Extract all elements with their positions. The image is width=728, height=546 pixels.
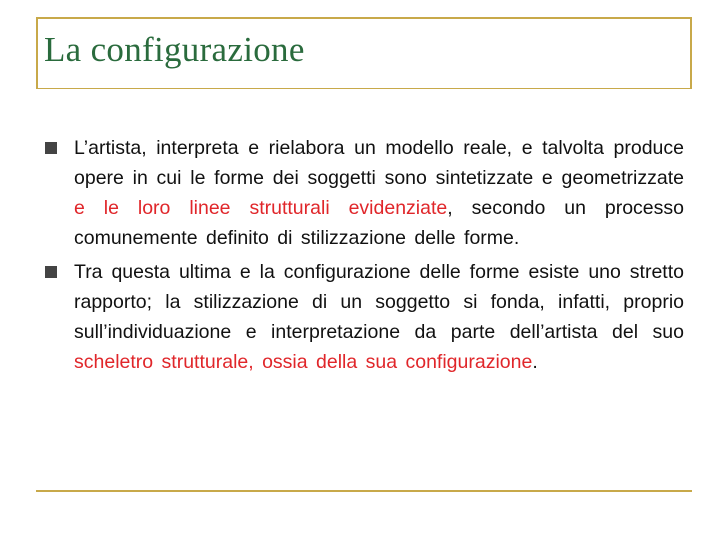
left-rule: [36, 17, 38, 89]
bullet-item-2: [44, 257, 684, 377]
bullet-1-highlight: e le loro linee strutturali evidenziate: [74, 197, 448, 219]
bullet-item-1: [44, 133, 684, 253]
bullet-list: [44, 133, 684, 381]
bullet-1-text: L’artista, interpreta e rielabora un modello reale, e talvolta produce opere in cui le forme dei soggetti sono sintetizzate e geometrizzate: [74, 137, 684, 189]
square-bullet-icon: [45, 266, 57, 278]
right-rule: [690, 17, 692, 89]
title-divider: [36, 88, 692, 89]
bullet-2-highlight: scheletro strutturale, ossia della sua configurazione: [74, 351, 533, 373]
bottom-rule: [36, 490, 692, 492]
slide-title: La configurazione: [44, 30, 305, 69]
top-rule: [36, 17, 692, 19]
bullet-2-text: Tra questa ultima e la configurazione delle forme esiste uno stretto rapporto; la stilizzazione di un soggetto si fonda, infatti, proprio sull’individuazione e interpretazione da parte dell’artista del suo: [74, 261, 684, 343]
square-bullet-icon: [45, 142, 57, 154]
bullet-1-text-end: , secondo un processo comunemente definito di stilizzazione delle forme.: [74, 197, 685, 249]
bullet-2-text-end: .: [532, 351, 538, 373]
